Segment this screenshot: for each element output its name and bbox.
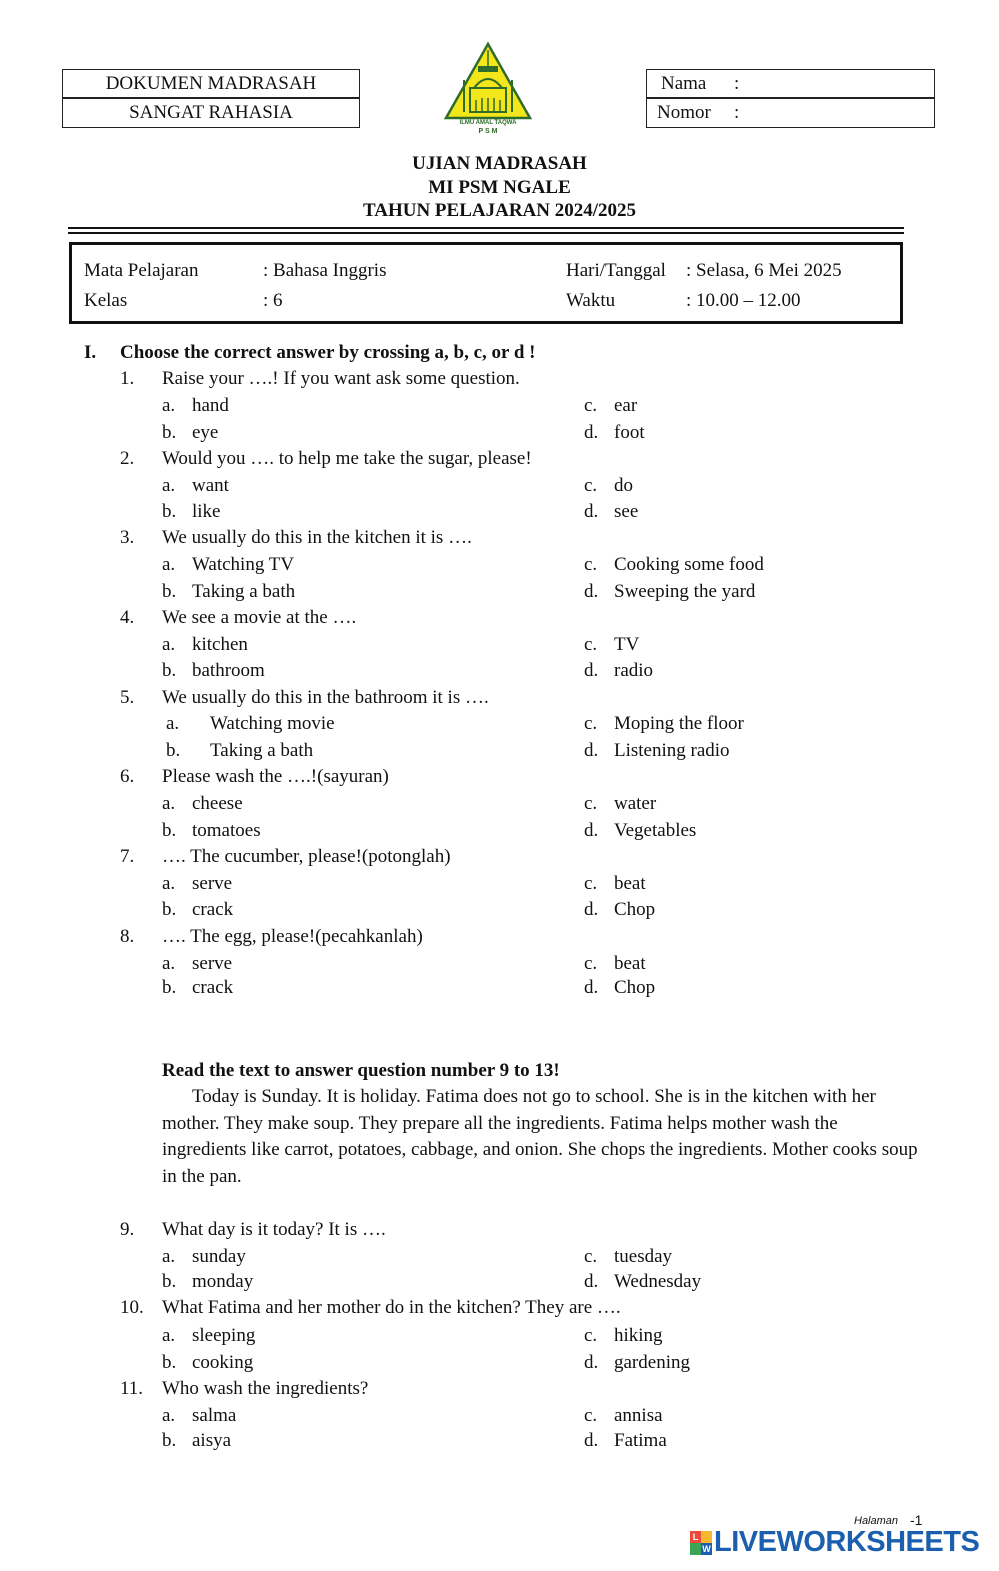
- option-letter-b: b.: [162, 1352, 177, 1373]
- option-letter-a: a.: [162, 953, 176, 974]
- option-b[interactable]: like: [192, 501, 221, 522]
- option-letter-c: c.: [584, 475, 598, 496]
- option-a[interactable]: salma: [192, 1405, 237, 1426]
- question-number: 9.: [120, 1219, 135, 1240]
- option-c[interactable]: hiking: [614, 1325, 663, 1346]
- option-d[interactable]: radio: [614, 660, 654, 681]
- brand-name[interactable]: LIVEWORKSHEETS: [714, 1526, 980, 1558]
- option-b[interactable]: monday: [192, 1271, 254, 1292]
- option-letter-d: d.: [584, 581, 599, 602]
- option-letter-a: a.: [162, 1246, 176, 1267]
- option-d[interactable]: Listening radio: [614, 740, 730, 761]
- class-label: Kelas: [84, 290, 128, 311]
- secret-label: SANGAT RAHASIA: [129, 101, 293, 123]
- logo-banner: [478, 66, 498, 72]
- school-logo: [442, 40, 534, 136]
- option-letter-d: d.: [584, 740, 599, 761]
- option-b[interactable]: cooking: [192, 1352, 254, 1373]
- question-number: 5.: [120, 687, 135, 708]
- option-c[interactable]: beat: [614, 873, 646, 894]
- option-b[interactable]: tomatoes: [192, 820, 261, 841]
- question-number: 11.: [120, 1378, 144, 1399]
- name-label: Nama: [661, 73, 707, 94]
- option-d[interactable]: Vegetables: [614, 820, 697, 841]
- option-d[interactable]: Chop: [614, 899, 656, 920]
- question-number: 8.: [120, 926, 135, 947]
- question-text: …. The cucumber, please!(potonglah): [162, 846, 451, 867]
- option-d[interactable]: Fatima: [614, 1430, 667, 1451]
- document-label: DOKUMEN MADRASAH: [105, 73, 317, 94]
- question-text: We usually do this in the bathroom it is ….: [162, 687, 489, 708]
- question-number: 6.: [120, 766, 135, 787]
- reading-passage: Today is Sunday. It is holiday. Fatima does not go to school. She is in the kitchen with her mother. They make soup. They prepare all the ingredients. Fatima helps mother wash the ingredients like carrot, potatoes, cabbage, and onion. She chops the ingredients. Mother cooks soup in the pan.: [162, 1086, 918, 1187]
- question-number: 4.: [120, 607, 135, 628]
- time-label: Waktu: [566, 290, 616, 311]
- option-a[interactable]: hand: [192, 395, 229, 416]
- name-field-box[interactable]: [646, 69, 935, 99]
- option-letter-a: a.: [162, 1405, 176, 1426]
- option-letter-a: a.: [162, 554, 176, 575]
- option-letter-c: c.: [584, 1246, 598, 1267]
- option-c[interactable]: Moping the floor: [614, 713, 744, 734]
- logo-initials: P S M: [478, 128, 498, 135]
- name-colon: :: [734, 73, 740, 94]
- option-a[interactable]: sleeping: [192, 1325, 256, 1346]
- option-letter-d: d.: [584, 977, 599, 998]
- option-letter-c: c.: [584, 554, 598, 575]
- option-c[interactable]: annisa: [614, 1405, 663, 1426]
- section-number: I.: [84, 342, 97, 363]
- exam-title: UJIAN MADRASAH: [412, 153, 587, 174]
- reading-instruction: Read the text to answer question number 9 to 13!: [162, 1060, 560, 1081]
- option-letter-a: a.: [162, 634, 176, 655]
- number-colon: :: [734, 101, 740, 123]
- option-letter-a: a.: [162, 873, 176, 894]
- question-text: We usually do this in the kitchen it is ….: [162, 527, 472, 548]
- option-c[interactable]: tuesday: [614, 1246, 673, 1267]
- page-number: -1: [910, 1512, 923, 1528]
- subject-label: Mata Pelajaran: [84, 260, 199, 281]
- question-text: What day is it today? It is ….: [162, 1219, 386, 1240]
- option-letter-d: d.: [584, 422, 599, 443]
- option-c[interactable]: beat: [614, 953, 646, 974]
- option-a[interactable]: Watching TV: [192, 554, 295, 575]
- divider-bottom: [68, 232, 904, 234]
- option-d[interactable]: Chop: [614, 977, 656, 998]
- question-text: Who wash the ingredients?: [162, 1378, 369, 1399]
- question-number: 3.: [120, 527, 135, 548]
- option-letter-b: b.: [162, 1271, 177, 1292]
- option-c[interactable]: TV: [614, 634, 640, 655]
- logo-tile-yellow: [701, 1531, 712, 1543]
- exam-info-box: [69, 242, 903, 324]
- option-d[interactable]: foot: [614, 422, 645, 443]
- question-text: What Fatima and her mother do in the kitchen? They are ….: [162, 1297, 621, 1318]
- question-text: We see a movie at the ….: [162, 607, 357, 628]
- option-d[interactable]: see: [614, 501, 639, 522]
- option-letter-d: d.: [584, 1430, 599, 1451]
- logo-tile-l: L: [690, 1531, 701, 1543]
- liveworksheets-logo-icon: [690, 1531, 712, 1555]
- option-letter-c: c.: [584, 1405, 598, 1426]
- option-c[interactable]: Cooking some food: [614, 554, 764, 575]
- option-b[interactable]: Taking a bath: [192, 581, 296, 602]
- option-a[interactable]: cheese: [192, 793, 243, 814]
- option-letter-c: c.: [584, 634, 598, 655]
- option-c[interactable]: ear: [614, 395, 638, 416]
- option-letter-a: a.: [166, 713, 180, 734]
- option-b[interactable]: Taking a bath: [210, 740, 314, 761]
- option-b[interactable]: crack: [192, 899, 234, 920]
- option-letter-d: d.: [584, 660, 599, 681]
- option-letter-c: c.: [584, 1325, 598, 1346]
- number-label: Nomor: [657, 101, 711, 123]
- option-letter-b: b.: [166, 740, 181, 761]
- option-letter-c: c.: [584, 953, 598, 974]
- academic-year: TAHUN PELAJARAN 2024/2025: [362, 200, 637, 221]
- option-letter-d: d.: [584, 1352, 599, 1373]
- class-value: : 6: [263, 290, 283, 311]
- subject-value: : Bahasa Inggris: [263, 260, 387, 281]
- secret-label-box: [62, 97, 360, 128]
- option-a[interactable]: serve: [192, 873, 233, 894]
- question-text: Would you …. to help me take the sugar, please!: [162, 448, 532, 469]
- option-letter-a: a.: [162, 475, 176, 496]
- option-letter-b: b.: [162, 820, 177, 841]
- question-text: …. The egg, please!(pecahkanlah): [162, 926, 423, 947]
- logo-motto: ILMU AMAL TAQWA: [459, 120, 517, 126]
- option-c[interactable]: do: [614, 475, 633, 496]
- option-letter-a: a.: [162, 1325, 176, 1346]
- date-value: : Selasa, 6 Mei 2025: [686, 260, 842, 281]
- question-number: 10.: [120, 1297, 144, 1318]
- option-letter-b: b.: [162, 1430, 177, 1451]
- date-label: Hari/Tanggal: [566, 260, 666, 281]
- logo-tile-green: [690, 1543, 701, 1555]
- question-number: 2.: [120, 448, 135, 469]
- time-value: : 10.00 – 12.00: [686, 290, 801, 311]
- option-letter-c: c.: [584, 395, 598, 416]
- option-d[interactable]: Wednesday: [614, 1271, 702, 1292]
- number-field-box[interactable]: [646, 97, 935, 128]
- question-text: Please wash the ….!(sayuran): [162, 766, 389, 787]
- option-c[interactable]: water: [614, 793, 657, 814]
- option-d[interactable]: Sweeping the yard: [614, 581, 756, 602]
- option-letter-c: c.: [584, 713, 598, 734]
- option-letter-b: b.: [162, 422, 177, 443]
- logo-tile-w: W: [702, 1544, 711, 1554]
- option-b[interactable]: crack: [192, 977, 234, 998]
- option-b[interactable]: bathroom: [192, 660, 265, 681]
- option-letter-c: c.: [584, 793, 598, 814]
- question-number: 7.: [120, 846, 135, 867]
- option-a[interactable]: sunday: [192, 1246, 246, 1267]
- option-letter-b: b.: [162, 660, 177, 681]
- option-letter-a: a.: [162, 395, 176, 416]
- option-letter-d: d.: [584, 899, 599, 920]
- question-text: Raise your ….! If you want ask some question.: [162, 368, 520, 389]
- option-b[interactable]: aisya: [192, 1430, 232, 1451]
- divider-top: [68, 227, 904, 229]
- option-a[interactable]: serve: [192, 953, 233, 974]
- option-b[interactable]: eye: [192, 422, 219, 443]
- option-a[interactable]: want: [192, 475, 229, 496]
- page-label: Halaman: [854, 1515, 899, 1527]
- option-letter-b: b.: [162, 581, 177, 602]
- option-d[interactable]: gardening: [614, 1352, 690, 1373]
- question-number: 1.: [120, 368, 135, 389]
- option-letter-d: d.: [584, 820, 599, 841]
- option-letter-b: b.: [162, 899, 177, 920]
- option-letter-b: b.: [162, 501, 177, 522]
- section-instruction: Choose the correct answer by crossing a, b, c, or d !: [120, 342, 536, 363]
- document-label-box: [62, 69, 360, 99]
- school-name: MI PSM NGALE: [428, 177, 571, 198]
- option-letter-d: d.: [584, 1271, 599, 1292]
- option-letter-b: b.: [162, 977, 177, 998]
- option-letter-a: a.: [162, 793, 176, 814]
- option-letter-d: d.: [584, 501, 599, 522]
- option-a[interactable]: Watching movie: [210, 713, 335, 734]
- option-letter-c: c.: [584, 873, 598, 894]
- option-a[interactable]: kitchen: [192, 634, 248, 655]
